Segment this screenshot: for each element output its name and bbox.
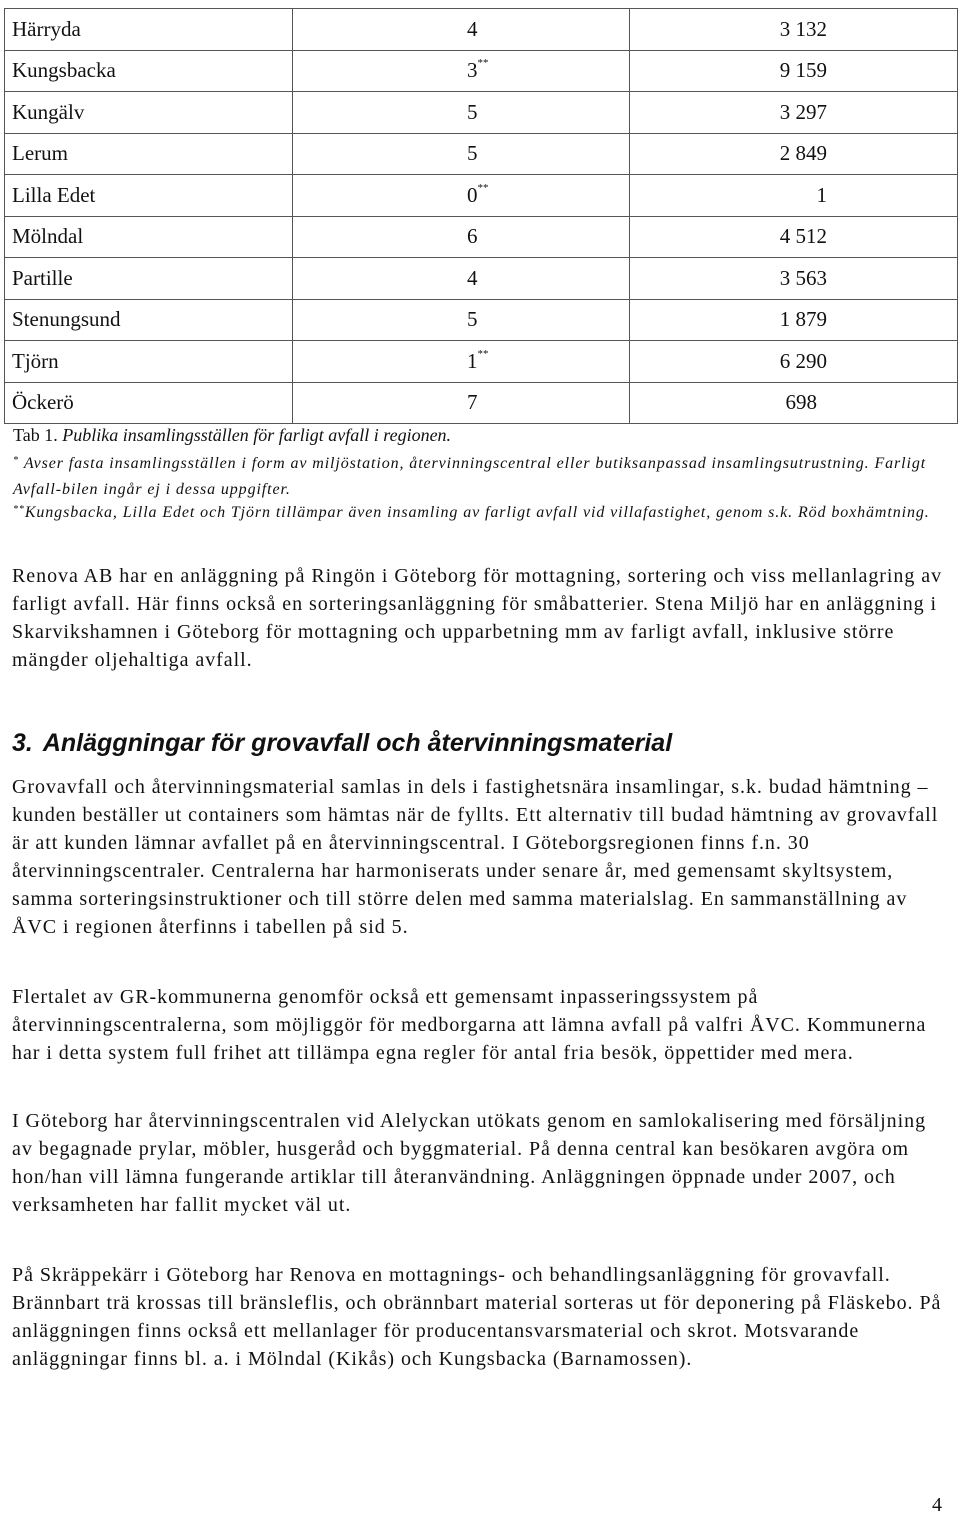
count-cell bbox=[293, 175, 630, 217]
municipality-cell: Lilla Edet bbox=[5, 175, 293, 217]
count-value: 4 bbox=[467, 265, 478, 290]
municipality-cell: Tjörn bbox=[5, 341, 293, 383]
total-cell: 1 879 bbox=[630, 299, 958, 341]
total-cell: 2 849 bbox=[630, 133, 958, 175]
count-value: 4 bbox=[467, 16, 478, 41]
footnote-text: Kungsbacka, Lilla Edet och Tjörn tillämpar även insamling av farligt avfall vid villafastighet, genom s.k. Röd boxhämtning. bbox=[24, 504, 930, 521]
section-heading bbox=[12, 727, 672, 759]
section-number: 3. bbox=[12, 729, 33, 757]
footnote-marker: ** bbox=[477, 347, 489, 360]
total-cell: 9 159 bbox=[630, 50, 958, 92]
total-cell: 1 bbox=[630, 175, 958, 217]
count-cell bbox=[293, 133, 630, 175]
count-cell bbox=[293, 92, 630, 134]
total-cell: 6 290 bbox=[630, 341, 958, 383]
total-cell: 698 bbox=[630, 382, 958, 424]
municipality-cell: Härryda bbox=[5, 9, 293, 51]
page-number: 4 bbox=[932, 1494, 942, 1516]
footnote-double-asterisk bbox=[13, 500, 943, 526]
count-cell bbox=[293, 299, 630, 341]
municipality-cell: Partille bbox=[5, 258, 293, 300]
table-row bbox=[5, 50, 958, 92]
count-value: 5 bbox=[467, 141, 478, 166]
footnote-single-asterisk bbox=[13, 451, 943, 503]
paragraph-skrappekarr: På Skräppekärr i Göteborg har Renova en mottagnings- och behandlingsanläggning för grovavfall. Brännbart trä krossas till bränsleflis, och obrännbart material sorteras ut för deponering på Fläskebo. På anläggningen finns också ett mellanlager för producentansvarsmaterial och skrot. Motsvarande anläggningar finns bl. a. i Mölndal (Kikås) och Kungsbacka (Barnamossen). bbox=[12, 1264, 942, 1370]
table-row bbox=[5, 299, 958, 341]
count-cell bbox=[293, 382, 630, 424]
table-row bbox=[5, 258, 958, 300]
caption-label: Tab 1. bbox=[13, 425, 58, 445]
collection-points-table bbox=[4, 8, 958, 424]
footnote-marker: ** bbox=[477, 181, 489, 194]
count-value: 7 bbox=[467, 390, 478, 415]
table-row bbox=[5, 216, 958, 258]
count-cell bbox=[293, 216, 630, 258]
section-title: Anläggningar för grovavfall och återvinningsmaterial bbox=[42, 729, 673, 757]
paragraph-grovavfall: Grovavfall och återvinningsmaterial samlas in dels i fastighetsnära insamlingar, s.k. budad hämtning – kunden beställer ut containers som hämtas när de fyllts. Ett alternativ till budad hämtning av grovavfall är att kunden lämnar avfallet på en återvinningscentral. I Göteborgsregionen finns f.n. 30 återvinningscentraler. Centralerna har harmoniserats under senare år, med gemensamt skyltsystem, samma sorteringsinstruktioner och till större delen med samma materialslag. En sammanställning av ÅVC i regionen återfinns i tabellen på sid 5. bbox=[12, 776, 939, 938]
count-value: 6 bbox=[467, 224, 478, 249]
footnote-marker: * bbox=[13, 455, 19, 466]
municipality-cell: Kungälv bbox=[5, 92, 293, 134]
count-value: 5 bbox=[467, 99, 478, 124]
table-row bbox=[5, 9, 958, 51]
footnote-marker: ** bbox=[477, 57, 489, 70]
total-cell: 3 297 bbox=[630, 92, 958, 134]
total-cell: 3 563 bbox=[630, 258, 958, 300]
count-cell bbox=[293, 341, 630, 383]
table-row bbox=[5, 341, 958, 383]
paragraph-renova: Renova AB har en anläggning på Ringön i Göteborg för mottagning, sortering och viss mellanlagring av farligt avfall. Här finns också en sorteringsanläggning för småbatterier. Stena Miljö har en anläggning i Skarvikshamnen i Göteborg för mottagning och upparbetning mm av farligt avfall, inklusive större mängder oljehaltiga avfall. bbox=[12, 565, 943, 671]
municipality-cell: Kungsbacka bbox=[5, 50, 293, 92]
footnote-marker: ** bbox=[13, 504, 25, 515]
table-row bbox=[5, 175, 958, 217]
table-row bbox=[5, 133, 958, 175]
count-cell bbox=[293, 50, 630, 92]
municipality-cell: Mölndal bbox=[5, 216, 293, 258]
count-cell bbox=[293, 9, 630, 51]
paragraph-alelyckan: I Göteborg har återvinningscentralen vid Alelyckan utökats genom en samlokalisering med försäljning av begagnade prylar, möbler, husgeråd och byggmaterial. På denna central kan besökaren avgöra om hon/han vill lämna fungerande artiklar till återanvändning. Anläggningen öppnade under 2007, och verksamheten har fallit mycket väl ut. bbox=[12, 1110, 927, 1216]
municipality-cell: Öckerö bbox=[5, 382, 293, 424]
paragraph-inpassering: Flertalet av GR-kommunerna genomför också ett gemensamt inpasseringssystem på återvinningscentralerna, som möjliggör för medborgarna att lämna avfall på valfri ÅVC. Kommunerna har i detta system full frihet att tillämpa egna regler för antal fria besök, öppettider med mera. bbox=[12, 986, 927, 1064]
count-cell bbox=[293, 258, 630, 300]
count-value: 5 bbox=[467, 307, 478, 332]
table-caption bbox=[13, 424, 451, 446]
footnote-text: Avser fasta insamlingsställen i form av miljöstation, återvinningscentral eller butiksanpassad insamlingsutrustning. Farligt Avfall-bilen ingår ej i dessa uppgifter. bbox=[13, 455, 927, 498]
municipality-cell: Lerum bbox=[5, 133, 293, 175]
table-row bbox=[5, 92, 958, 134]
count-value: 1 bbox=[467, 348, 478, 373]
municipality-cell: Stenungsund bbox=[5, 299, 293, 341]
table-row bbox=[5, 382, 958, 424]
count-value: 0 bbox=[467, 182, 478, 207]
caption-title: Publika insamlingsställen för farligt avfall i regionen. bbox=[62, 425, 452, 445]
total-cell: 3 132 bbox=[630, 9, 958, 51]
count-value: 3 bbox=[467, 58, 478, 83]
total-cell: 4 512 bbox=[630, 216, 958, 258]
